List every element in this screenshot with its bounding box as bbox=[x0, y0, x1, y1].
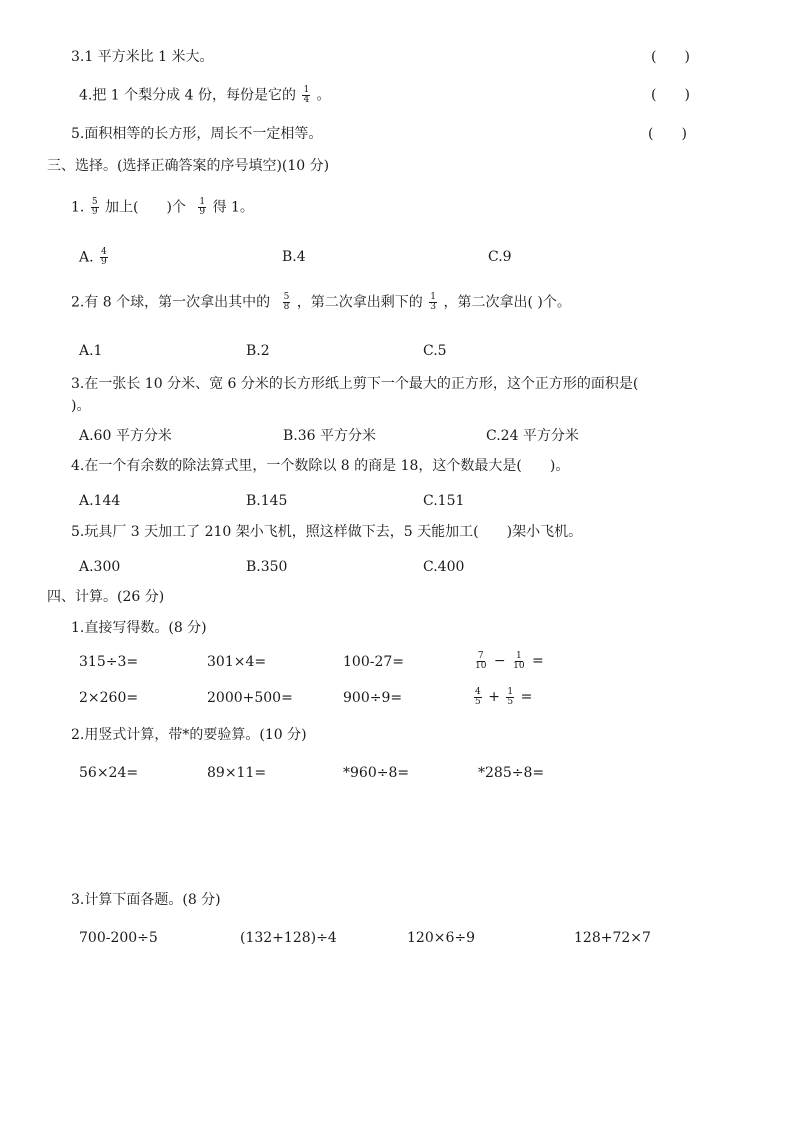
choice-q2: 2.有 8 个球，第一次拿出其中的 $\frac{5}{8}$ ，第二次拿出剩下的 $\frac{1}{3}$ ，第二次拿出( )个。 bbox=[71, 292, 571, 312]
vertical-calc-item: *960÷8= bbox=[343, 765, 410, 781]
choice-q4-option-c[interactable]: C.151 bbox=[423, 493, 465, 509]
choice-q4-option-b[interactable]: B.145 bbox=[246, 493, 288, 509]
choice-q3-line1: 3.在一张长 10 分米、宽 6 分米的长方形纸上剪下一个最大的正方形，这个正方形的面积是( bbox=[71, 376, 639, 392]
section-4-title: 四、计算。(26 分) bbox=[47, 589, 165, 605]
choice-q5: 5.玩具厂 3 天加工了 210 架小飞机，照这样做下去，5 天能加工( )架小飞机。 bbox=[71, 524, 583, 540]
choice-q2-option-b[interactable]: B.2 bbox=[246, 343, 270, 359]
choice-q5-option-c[interactable]: C.400 bbox=[423, 559, 465, 575]
choice-q1-option-a[interactable]: A. $\frac{4}{9}$ bbox=[79, 247, 107, 267]
judge-q3-text: 3.1 平方米比 1 米大。 bbox=[71, 49, 214, 65]
fraction-one-fifth: $\frac{1}{5}$ bbox=[507, 686, 514, 707]
mixed-calc-item: 120×6÷9 bbox=[407, 930, 475, 946]
vertical-calc-item: 56×24= bbox=[79, 765, 139, 781]
judge-q5-text: 5.面积相等的长方形，周长不一定相等。 bbox=[71, 126, 323, 142]
calc-item: 2×260= bbox=[79, 690, 139, 706]
judge-q3 bbox=[71, 48, 214, 66]
section-3-title: 三、选择。(选择正确答案的序号填空)(10 分) bbox=[47, 158, 330, 174]
judge-q5-answer-bracket[interactable]: ( ) bbox=[648, 126, 687, 142]
judge-q3-answer-bracket[interactable]: ( ) bbox=[651, 49, 690, 65]
calc-item: 2000+500= bbox=[207, 690, 293, 706]
mixed-calc-item: 128+72×7 bbox=[574, 930, 651, 946]
calc-item: 301×4= bbox=[207, 654, 267, 670]
fraction-one-quarter: $\frac{1}{4}$ bbox=[303, 85, 310, 105]
calc-fraction-addition: $\frac{4}{5}$ + $\frac{1}{5}$ = bbox=[475, 686, 533, 707]
choice-q1: 1. $\frac{5}{9}$ 加上( )个 $\frac{1}{9}$ 得 1。 bbox=[71, 197, 254, 217]
calc-item: 315÷3= bbox=[79, 654, 139, 670]
fraction-five-ninths: $\frac{5}{9}$ bbox=[91, 197, 98, 217]
choice-q3-option-b[interactable]: B.36 平方分米 bbox=[283, 428, 377, 444]
mixed-calc-item: (132+128)÷4 bbox=[240, 930, 337, 946]
vertical-calc-item: 89×11= bbox=[207, 765, 267, 781]
calc-sub1-title: 1.直接写得数。(8 分) bbox=[71, 620, 207, 636]
fraction-four-fifths: $\frac{4}{5}$ bbox=[475, 686, 481, 707]
fraction-one-third: $\frac{1}{3}$ bbox=[430, 292, 436, 312]
calc-sub2-title: 2.用竖式计算，带*的要验算。(10 分) bbox=[71, 727, 307, 743]
calc-fraction-subtraction: $\frac{7}{10}$ − $\frac{1}{10}$ = bbox=[475, 650, 544, 671]
vertical-calc-item: *285÷8= bbox=[478, 765, 545, 781]
judge-q4-text: 4.把 1 个梨分成 4 份，每份是它的 bbox=[79, 87, 296, 104]
choice-q1-option-b[interactable]: B.4 bbox=[282, 249, 306, 265]
choice-q3-line2: )。 bbox=[71, 398, 91, 414]
fraction-one-ninth: $\frac{1}{9}$ bbox=[199, 197, 206, 217]
choice-q2-option-c[interactable]: C.5 bbox=[423, 343, 447, 359]
choice-q4: 4.在一个有余数的除法算式里，一个数除以 8 的商是 18，这个数最大是( )。 bbox=[71, 458, 570, 474]
choice-q3-option-c[interactable]: C.24 平方分米 bbox=[486, 428, 579, 444]
choice-q3-option-a[interactable]: A.60 平方分米 bbox=[79, 428, 172, 444]
fraction-one-tenth: $\frac{1}{10}$ bbox=[513, 650, 525, 671]
calc-item: 900÷9= bbox=[343, 690, 403, 706]
judge-q4: 4.把 1 个梨分成 4 份，每份是它的 $\frac{1}{4}$ 。 bbox=[79, 85, 331, 105]
choice-q2-option-a[interactable]: A.1 bbox=[79, 343, 103, 359]
mixed-calc-item: 700-200÷5 bbox=[79, 930, 158, 946]
judge-q5 bbox=[71, 125, 322, 143]
fraction-four-ninths: $\frac{4}{9}$ bbox=[101, 247, 107, 267]
judge-q4-answer-bracket[interactable]: ( ) bbox=[651, 87, 690, 103]
choice-q5-option-a[interactable]: A.300 bbox=[79, 559, 121, 575]
calc-item: 100-27= bbox=[343, 654, 404, 670]
choice-q5-option-b[interactable]: B.350 bbox=[246, 559, 288, 575]
choice-q1-option-c[interactable]: C.9 bbox=[488, 249, 512, 265]
fraction-seven-tenths: $\frac{7}{10}$ bbox=[475, 650, 487, 671]
fraction-five-eighths: $\frac{5}{8}$ bbox=[283, 292, 290, 312]
choice-q4-option-a[interactable]: A.144 bbox=[79, 493, 121, 509]
calc-sub3-title: 3.计算下面各题。(8 分) bbox=[71, 892, 221, 908]
